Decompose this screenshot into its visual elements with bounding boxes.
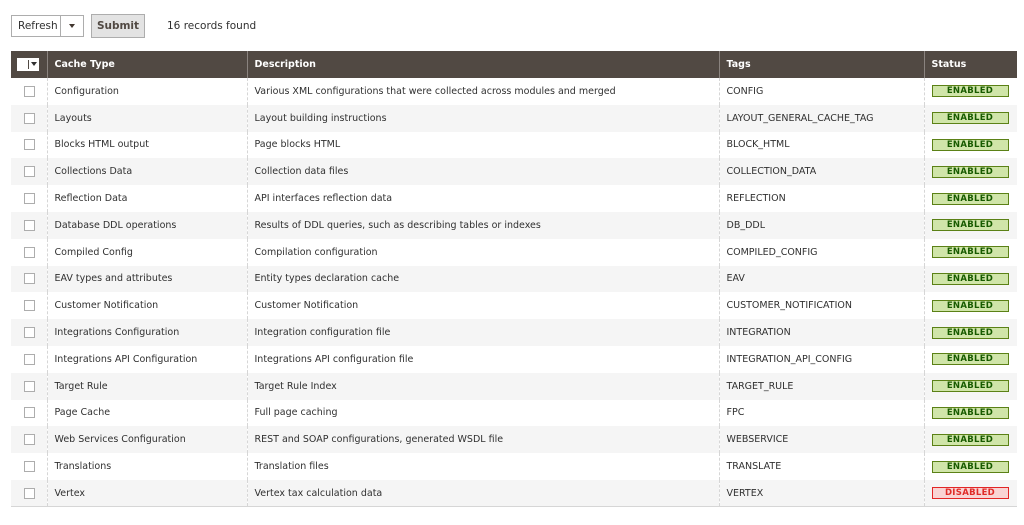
table-row bbox=[11, 239, 1017, 266]
cell-cache-type: Blocks HTML output bbox=[47, 132, 247, 159]
cell-status bbox=[924, 319, 1017, 346]
submit-button[interactable]: Submit bbox=[91, 14, 145, 38]
row-select-cell bbox=[11, 426, 47, 453]
row-checkbox[interactable] bbox=[24, 488, 35, 499]
status-badge: ENABLED bbox=[932, 273, 1009, 285]
status-badge: ENABLED bbox=[932, 85, 1009, 97]
action-select-value: Refresh bbox=[18, 20, 58, 32]
cell-cache-type: Integrations Configuration bbox=[47, 319, 247, 346]
cell-description: Integrations API configuration file bbox=[247, 346, 719, 373]
grid-header-row bbox=[11, 51, 1017, 78]
cell-tags: VERTEX bbox=[719, 480, 924, 507]
chevron-down-icon bbox=[69, 24, 75, 28]
column-header-description[interactable]: Description bbox=[247, 51, 719, 78]
cell-tags: TARGET_RULE bbox=[719, 373, 924, 400]
table-row bbox=[11, 266, 1017, 293]
column-header-cache-type[interactable]: Cache Type bbox=[47, 51, 247, 78]
status-badge: ENABLED bbox=[932, 300, 1009, 312]
row-checkbox[interactable] bbox=[24, 113, 35, 124]
status-badge: ENABLED bbox=[932, 246, 1009, 258]
table-row bbox=[11, 158, 1017, 185]
row-select-cell bbox=[11, 132, 47, 159]
cell-tags: CONFIG bbox=[719, 78, 924, 105]
cell-description: Target Rule Index bbox=[247, 373, 719, 400]
table-row bbox=[11, 480, 1017, 507]
cell-tags: WEBSERVICE bbox=[719, 426, 924, 453]
cell-cache-type: Configuration bbox=[47, 78, 247, 105]
column-header-status[interactable]: Status bbox=[924, 51, 1017, 78]
table-row bbox=[11, 453, 1017, 480]
cell-cache-type: Translations bbox=[47, 453, 247, 480]
cell-tags: FPC bbox=[719, 400, 924, 427]
row-checkbox[interactable] bbox=[24, 300, 35, 311]
cell-tags: BLOCK_HTML bbox=[719, 132, 924, 159]
cell-description: Customer Notification bbox=[247, 292, 719, 319]
cell-description: Compilation configuration bbox=[247, 239, 719, 266]
row-checkbox[interactable] bbox=[24, 247, 35, 258]
row-checkbox[interactable] bbox=[24, 381, 35, 392]
cell-tags: COLLECTION_DATA bbox=[719, 158, 924, 185]
row-checkbox[interactable] bbox=[24, 166, 35, 177]
cell-cache-type: Layouts bbox=[47, 105, 247, 132]
row-select-cell bbox=[11, 78, 47, 105]
cell-tags: CUSTOMER_NOTIFICATION bbox=[719, 292, 924, 319]
cell-cache-type: EAV types and attributes bbox=[47, 266, 247, 293]
row-select-cell bbox=[11, 239, 47, 266]
status-badge: DISABLED bbox=[932, 487, 1009, 499]
status-badge: ENABLED bbox=[932, 461, 1009, 473]
table-row bbox=[11, 185, 1017, 212]
row-checkbox[interactable] bbox=[24, 354, 35, 365]
cell-cache-type: Collections Data bbox=[47, 158, 247, 185]
action-select[interactable] bbox=[11, 15, 84, 37]
table-row bbox=[11, 105, 1017, 132]
cell-tags: LAYOUT_GENERAL_CACHE_TAG bbox=[719, 105, 924, 132]
cell-description: API interfaces reflection data bbox=[247, 185, 719, 212]
row-select-cell bbox=[11, 212, 47, 239]
row-select-cell bbox=[11, 319, 47, 346]
row-checkbox[interactable] bbox=[24, 273, 35, 284]
cell-status bbox=[924, 158, 1017, 185]
row-select-cell bbox=[11, 158, 47, 185]
row-checkbox[interactable] bbox=[24, 461, 35, 472]
cell-cache-type: Integrations API Configuration bbox=[47, 346, 247, 373]
status-badge: ENABLED bbox=[932, 353, 1009, 365]
table-row bbox=[11, 212, 1017, 239]
cell-tags: TRANSLATE bbox=[719, 453, 924, 480]
cell-status bbox=[924, 185, 1017, 212]
cell-description: Entity types declaration cache bbox=[247, 266, 719, 293]
row-checkbox[interactable] bbox=[24, 139, 35, 150]
status-badge: ENABLED bbox=[932, 407, 1009, 419]
table-row bbox=[11, 400, 1017, 427]
status-badge: ENABLED bbox=[932, 219, 1009, 231]
status-badge: ENABLED bbox=[932, 139, 1009, 151]
status-badge: ENABLED bbox=[932, 380, 1009, 392]
row-select-cell bbox=[11, 346, 47, 373]
mass-select-dropdown[interactable] bbox=[17, 58, 39, 71]
mass-select-arrow[interactable] bbox=[29, 59, 38, 70]
grid-body bbox=[11, 78, 1017, 507]
status-badge: ENABLED bbox=[932, 434, 1009, 446]
cell-tags: COMPILED_CONFIG bbox=[719, 239, 924, 266]
cell-status bbox=[924, 426, 1017, 453]
cache-grid bbox=[11, 51, 1017, 507]
cell-description: Page blocks HTML bbox=[247, 132, 719, 159]
row-select-cell bbox=[11, 105, 47, 132]
row-select-cell bbox=[11, 185, 47, 212]
row-checkbox[interactable] bbox=[24, 86, 35, 97]
cell-cache-type: Customer Notification bbox=[47, 292, 247, 319]
table-row bbox=[11, 426, 1017, 453]
table-row bbox=[11, 319, 1017, 346]
mass-select-checkbox[interactable] bbox=[18, 60, 29, 69]
table-row bbox=[11, 373, 1017, 400]
cell-cache-type: Target Rule bbox=[47, 373, 247, 400]
status-badge: ENABLED bbox=[932, 327, 1009, 339]
table-row bbox=[11, 346, 1017, 373]
cell-status bbox=[924, 480, 1017, 507]
cell-description: Collection data files bbox=[247, 158, 719, 185]
action-select-toggle[interactable] bbox=[60, 16, 83, 36]
cell-status bbox=[924, 78, 1017, 105]
row-select-cell bbox=[11, 373, 47, 400]
cell-cache-type: Page Cache bbox=[47, 400, 247, 427]
cell-tags: DB_DDL bbox=[719, 212, 924, 239]
cell-description: Translation files bbox=[247, 453, 719, 480]
cell-status bbox=[924, 400, 1017, 427]
row-checkbox[interactable] bbox=[24, 434, 35, 445]
column-header-tags[interactable]: Tags bbox=[719, 51, 924, 78]
cell-tags: INTEGRATION bbox=[719, 319, 924, 346]
cell-status bbox=[924, 292, 1017, 319]
records-count: 16 records found bbox=[167, 20, 257, 32]
cell-description: Various XML configurations that were collected across modules and merged bbox=[247, 78, 719, 105]
mass-select-column bbox=[11, 51, 47, 78]
cell-status bbox=[924, 266, 1017, 293]
cell-status bbox=[924, 373, 1017, 400]
cell-description: Vertex tax calculation data bbox=[247, 480, 719, 507]
row-checkbox[interactable] bbox=[24, 220, 35, 231]
cell-description: REST and SOAP configurations, generated WSDL file bbox=[247, 426, 719, 453]
table-row bbox=[11, 132, 1017, 159]
cell-cache-type: Compiled Config bbox=[47, 239, 247, 266]
row-select-cell bbox=[11, 292, 47, 319]
cell-status bbox=[924, 239, 1017, 266]
cell-status bbox=[924, 105, 1017, 132]
row-select-cell bbox=[11, 453, 47, 480]
status-badge: ENABLED bbox=[932, 112, 1009, 124]
cell-description: Layout building instructions bbox=[247, 105, 719, 132]
row-checkbox[interactable] bbox=[24, 407, 35, 418]
row-select-cell bbox=[11, 480, 47, 507]
row-checkbox[interactable] bbox=[24, 327, 35, 338]
cell-status bbox=[924, 212, 1017, 239]
cell-tags: REFLECTION bbox=[719, 185, 924, 212]
cell-cache-type: Database DDL operations bbox=[47, 212, 247, 239]
cell-tags: EAV bbox=[719, 266, 924, 293]
cell-description: Integration configuration file bbox=[247, 319, 719, 346]
row-checkbox[interactable] bbox=[24, 193, 35, 204]
cell-cache-type: Reflection Data bbox=[47, 185, 247, 212]
status-badge: ENABLED bbox=[932, 166, 1009, 178]
table-row bbox=[11, 78, 1017, 105]
row-select-cell bbox=[11, 400, 47, 427]
row-select-cell bbox=[11, 266, 47, 293]
chevron-down-icon bbox=[31, 62, 37, 66]
cell-description: Full page caching bbox=[247, 400, 719, 427]
status-badge: ENABLED bbox=[932, 193, 1009, 205]
cell-status bbox=[924, 453, 1017, 480]
cell-description: Results of DDL queries, such as describing tables or indexes bbox=[247, 212, 719, 239]
cell-status bbox=[924, 132, 1017, 159]
cell-tags: INTEGRATION_API_CONFIG bbox=[719, 346, 924, 373]
cell-cache-type: Vertex bbox=[47, 480, 247, 507]
table-row bbox=[11, 292, 1017, 319]
cell-cache-type: Web Services Configuration bbox=[47, 426, 247, 453]
cell-status bbox=[924, 346, 1017, 373]
grid-toolbar bbox=[11, 14, 256, 38]
